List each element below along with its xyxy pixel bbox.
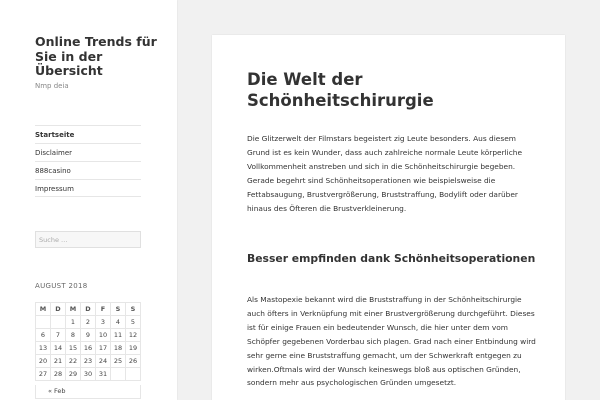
weekday-header: M <box>36 303 51 316</box>
article-intro-paragraph: Die Glitzerwelt der Filmstars begeistert zig Leute besonders. Aus diesem Grund ist es kein Wunder, dass auch zahlreiche normale Leute körperliche Vollkommenheit anstreben und sich in die Schönheitschirurgie begeben. Gerade begehrt sind Schönheitsoperationen wie beispielsweise die Fettabsaugung, Brustvergrößerung, Bruststraffung, Bodylift oder darüber hinaus des Öfteren die Brustverkleinerung. <box>247 134 523 213</box>
calendar-day: 26 <box>126 355 141 368</box>
article-card <box>212 35 565 400</box>
calendar-table <box>35 302 141 381</box>
calendar-day: 17 <box>96 342 111 355</box>
weekday-header: D <box>51 303 66 316</box>
calendar-day: 14 <box>51 342 66 355</box>
calendar-caption: AUGUST 2018 <box>35 282 88 290</box>
calendar-day: 1 <box>66 316 81 329</box>
weekday-header: S <box>111 303 126 316</box>
calendar-day: 27 <box>36 368 51 381</box>
calendar-day: 25 <box>111 355 126 368</box>
calendar-day: 9 <box>81 329 96 342</box>
weekday-header: S <box>126 303 141 316</box>
main-menu <box>35 125 141 197</box>
calendar-day: 30 <box>81 368 96 381</box>
calendar-day: 21 <box>51 355 66 368</box>
article-subheading: Besser empfinden dank Schönheitsoperationen <box>247 252 536 265</box>
weekday-header: M <box>66 303 81 316</box>
calendar-day: 13 <box>36 342 51 355</box>
calendar-day: 2 <box>81 316 96 329</box>
calendar-day: 19 <box>126 342 141 355</box>
weekday-header: F <box>96 303 111 316</box>
calendar-day: 15 <box>66 342 81 355</box>
weekday-header: D <box>81 303 96 316</box>
menu-item-startseite[interactable]: Startseite <box>35 125 141 143</box>
calendar-day: 7 <box>51 329 66 342</box>
calendar-day: 31 <box>96 368 111 381</box>
calendar-week-row <box>36 316 141 329</box>
calendar-day: 20 <box>36 355 51 368</box>
calendar-day: 12 <box>126 329 141 342</box>
site-description: Nmp deia <box>35 82 69 90</box>
calendar-day: 16 <box>81 342 96 355</box>
calendar-prev-link[interactable]: « Feb <box>35 385 141 399</box>
calendar-weekday-row <box>36 303 141 316</box>
calendar-week-row <box>36 329 141 342</box>
article-title: Die Welt der Schönheitschirurgie <box>247 70 434 110</box>
calendar-day <box>126 368 141 381</box>
calendar-day <box>111 368 126 381</box>
calendar-day: 23 <box>81 355 96 368</box>
calendar-day <box>51 316 66 329</box>
calendar-day: 22 <box>66 355 81 368</box>
calendar-day: 4 <box>111 316 126 329</box>
calendar-day: 28 <box>51 368 66 381</box>
sidebar <box>0 0 177 400</box>
article-body-paragraph: Als Mastopexie bekannt wird die Bruststraffung in der Schönheitschirurgie auch öfters in Verknüpfung mit einer Brustvergrößerung durchgeführt. Dieses ist für einige Frauen ein bedeutender Wunsch, die hier unter dem vom Schöpfer gegebenen Vorderbau sich plagen. Grad nach einer Entbindung wird sehr gerne eine Bruststraffung gemacht, um der Schwerkraft entgegen zu wirken.Oftmals wird der Wunsch keineswegs bloß aus optischen Gründen, sondern mehr aus psychologischen Gründen umgesetzt. <box>247 295 536 388</box>
calendar-week-row <box>36 368 141 381</box>
calendar-week-row <box>36 342 141 355</box>
calendar-day: 24 <box>96 355 111 368</box>
menu-item-disclaimer[interactable]: Disclaimer <box>35 143 141 161</box>
calendar-day: 3 <box>96 316 111 329</box>
search-input[interactable] <box>35 231 141 248</box>
calendar-week-row <box>36 355 141 368</box>
calendar-day: 8 <box>66 329 81 342</box>
calendar-day: 10 <box>96 329 111 342</box>
site-title[interactable]: Online Trends für Sie in der Übersicht <box>35 34 157 78</box>
calendar-day: 29 <box>66 368 81 381</box>
calendar-day: 5 <box>126 316 141 329</box>
menu-item-888casino[interactable]: 888casino <box>35 161 141 179</box>
calendar-day: 6 <box>36 329 51 342</box>
calendar-day <box>36 316 51 329</box>
calendar-day: 18 <box>111 342 126 355</box>
calendar-day: 11 <box>111 329 126 342</box>
menu-item-impressum[interactable]: Impressum <box>35 179 141 197</box>
